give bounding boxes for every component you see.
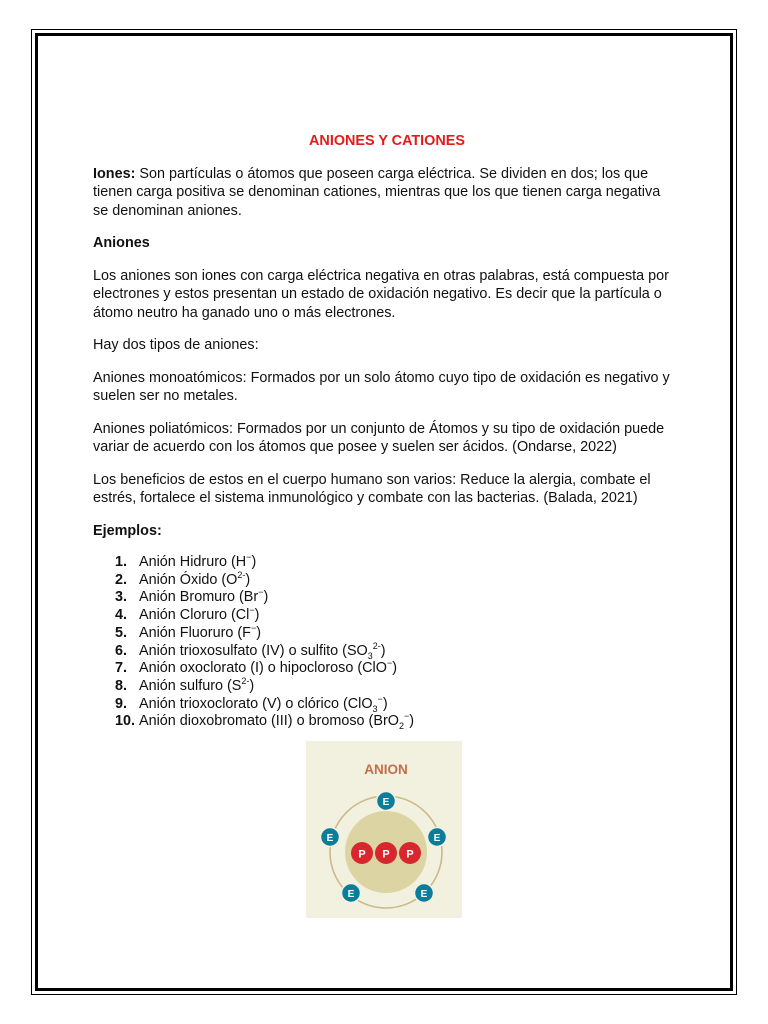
svg-text:E: E — [382, 797, 390, 808]
electron-bottom-right — [415, 884, 434, 903]
anion-diagram — [306, 741, 462, 918]
document-title: ANIONES Y CATIONES — [309, 133, 465, 149]
list-item: 10. Anión dioxobromato (III) o bromoso (BrO$_2$−) — [115, 711, 415, 732]
electron-left — [321, 828, 340, 847]
list-item: 6. Anión trioxosulfato (IV) o sulfito $(SO_3^{2-})$ — [115, 640, 386, 661]
document-body — [93, 132, 673, 731]
examples-heading: Ejemplos: — [93, 522, 162, 539]
svg-text:P: P — [406, 848, 414, 861]
list-item: 2. Anión Óxido $(O^{2-})$ — [115, 569, 251, 588]
list-item: 1. Anión Hidruro (H−) — [115, 552, 257, 570]
paragraph-types-intro: Hay dos tipos de aniones: — [93, 337, 259, 353]
intro-paragraph — [93, 165, 673, 221]
section-heading-aniones: Aniones — [93, 235, 150, 251]
paragraph-benefits: Los beneficios de estos en el cuerpo humano son varios: Reduce la alergia, combate el estrés, fortalece el sistema inmunológico y combate con las bacterias. (Balada, 2021) — [93, 471, 651, 506]
paragraph-definition: Los aniones son iones con carga eléctrica negativa en otras palabras, está compuesta por electrones y estos presentan un estado de oxidación negativo. Es decir que la partícula o átomo neutro ha ganado uno o más electrones. — [93, 267, 669, 321]
paragraph-monoatomic: Aniones monoatómicos: Formados por un solo átomo cuyo tipo de oxidación es negativo y suelen ser no metales. — [93, 369, 670, 404]
electron-right — [428, 828, 447, 847]
proton-2 — [375, 842, 397, 864]
anion-label: ANION — [364, 762, 408, 777]
examples-list — [93, 554, 673, 731]
proton-1 — [351, 842, 373, 864]
list-item: 4. Anión Cloruro (Cl−) — [115, 605, 260, 624]
svg-text:P: P — [358, 848, 366, 861]
svg-text:E: E — [326, 833, 334, 844]
list-item: 9. Anión trioxoclorato (V) o clórico (ClO$_3$−) — [115, 693, 388, 714]
svg-text:E: E — [433, 833, 441, 844]
list-item: 3. Anión Bromuro (Br−) — [115, 587, 269, 606]
intro-term: Iones: — [93, 165, 136, 182]
svg-text:E: E — [347, 889, 355, 900]
anion-diagram-svg — [306, 741, 462, 918]
list-item: 5. Anión Fluoruro (F−) — [115, 623, 262, 641]
electron-top — [377, 792, 396, 811]
list-item: 8. Anión sulfuro $(S^{2-})$ — [115, 676, 255, 694]
intro-text: Son partículas o átomos que poseen carga eléctrica. Se dividen en dos; los que tienen carga positiva se denominan cationes, mientras que los que tienen carga negativa se denominan aniones. — [93, 165, 661, 219]
proton-3 — [399, 842, 421, 864]
svg-text:P: P — [382, 848, 390, 861]
svg-text:E: E — [420, 889, 428, 900]
list-item: 7. Anión oxoclorato (I) o hipocloroso (ClO−) — [115, 658, 398, 677]
paragraph-polyatomic: Aniones poliatómicos: Formados por un conjunto de Átomos y su tipo de oxidación puede variar de acuerdo con los átomos que posee y suelen ser ácidos. (Ondarse, 2022) — [93, 420, 665, 455]
electron-bottom-left — [342, 884, 361, 903]
